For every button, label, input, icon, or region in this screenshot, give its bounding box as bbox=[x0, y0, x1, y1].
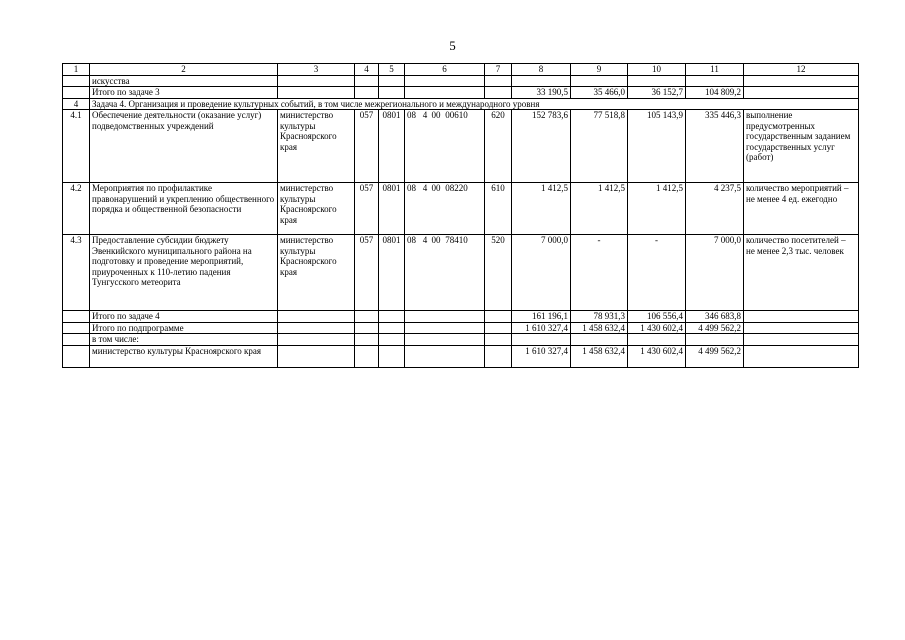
cell-amount-2020: 106 556,4 bbox=[628, 311, 686, 323]
budget-table bbox=[62, 63, 859, 368]
cell bbox=[355, 345, 379, 367]
col-header: 12 bbox=[744, 64, 859, 76]
cell-number: 4.2 bbox=[63, 183, 90, 235]
cell bbox=[379, 311, 405, 323]
cell-description: министерство культуры Красноярского края bbox=[90, 345, 278, 367]
cell bbox=[355, 334, 379, 346]
cell bbox=[379, 345, 405, 367]
cell-grbs: 057 bbox=[355, 235, 379, 311]
table-row bbox=[63, 235, 859, 311]
cell bbox=[744, 87, 859, 99]
cell-amount-2018: 1 610 327,4 bbox=[512, 345, 571, 367]
col-header: 4 bbox=[355, 64, 379, 76]
cell-target-code bbox=[405, 183, 485, 235]
cell-amount-2019: 1 412,5 bbox=[571, 183, 628, 235]
task-heading-row bbox=[63, 98, 859, 110]
cell-amount-total: 335 446,3 bbox=[686, 110, 744, 183]
cell bbox=[63, 75, 90, 87]
cell-number: 4.3 bbox=[63, 235, 90, 311]
code-part: 08 bbox=[407, 110, 416, 120]
cell-ministry: министерство культуры Красноярского края bbox=[278, 183, 355, 235]
cell-description: в том числе: bbox=[90, 334, 278, 346]
cell-amount-2019: 35 466,0 bbox=[571, 87, 628, 99]
subtotal-row bbox=[63, 311, 859, 323]
cell-expense-type: 620 bbox=[485, 110, 512, 183]
cell bbox=[744, 75, 859, 87]
cell bbox=[485, 75, 512, 87]
cell-amount-2018: 1 412,5 bbox=[512, 183, 571, 235]
cell bbox=[512, 334, 571, 346]
cell bbox=[355, 322, 379, 334]
cell bbox=[63, 345, 90, 367]
cell-description: Итого по задаче 4 bbox=[90, 311, 278, 323]
col-header: 5 bbox=[379, 64, 405, 76]
cell bbox=[405, 75, 485, 87]
cell bbox=[379, 322, 405, 334]
col-header: 9 bbox=[571, 64, 628, 76]
cell-amount-2018: 7 000,0 bbox=[512, 235, 571, 311]
cell bbox=[278, 311, 355, 323]
code-part: 08220 bbox=[445, 183, 468, 193]
cell bbox=[744, 311, 859, 323]
col-header: 7 bbox=[485, 64, 512, 76]
cell-number: 4.1 bbox=[63, 110, 90, 183]
cell bbox=[63, 334, 90, 346]
subprogram-total-row bbox=[63, 322, 859, 334]
cell-grbs: 057 bbox=[355, 183, 379, 235]
col-header: 3 bbox=[278, 64, 355, 76]
cell-amount-2020: 1 430 602,4 bbox=[628, 322, 686, 334]
cell-number: 4 bbox=[63, 98, 90, 110]
cell bbox=[628, 75, 686, 87]
cell-description: Мероприятия по профилактике правонарушений и укреплению общественного порядка и общественной безопасности bbox=[90, 183, 278, 235]
cell-amount-2020: 1 430 602,4 bbox=[628, 345, 686, 367]
cell-section: 0801 bbox=[379, 110, 405, 183]
cell-grbs: 057 bbox=[355, 110, 379, 183]
cell bbox=[571, 334, 628, 346]
cell bbox=[379, 334, 405, 346]
cell bbox=[485, 311, 512, 323]
cell bbox=[355, 87, 379, 99]
code-part: 00 bbox=[431, 183, 441, 193]
cell bbox=[744, 334, 859, 346]
table-row bbox=[63, 334, 859, 346]
col-header: 8 bbox=[512, 64, 571, 76]
cell bbox=[686, 334, 744, 346]
cell-description: Итого по задаче 3 bbox=[90, 87, 278, 99]
cell bbox=[278, 75, 355, 87]
cell bbox=[485, 87, 512, 99]
cell-amount-2020: - bbox=[628, 235, 686, 311]
cell bbox=[405, 87, 485, 99]
cell-target-code bbox=[405, 110, 485, 183]
cell-amount-total: 4 237,5 bbox=[686, 183, 744, 235]
cell bbox=[278, 87, 355, 99]
table-row bbox=[63, 110, 859, 183]
cell-amount-2019: 77 518,8 bbox=[571, 110, 628, 183]
cell bbox=[63, 322, 90, 334]
cell-section: 0801 bbox=[379, 235, 405, 311]
cell-amount-2018: 33 190,5 bbox=[512, 87, 571, 99]
code-part: 78410 bbox=[445, 235, 468, 245]
col-header: 2 bbox=[90, 64, 278, 76]
code-part: 00 bbox=[431, 235, 441, 245]
cell-amount-total: 4 499 562,2 bbox=[686, 345, 744, 367]
col-header: 1 bbox=[63, 64, 90, 76]
col-header: 6 bbox=[405, 64, 485, 76]
subtotal-row bbox=[63, 87, 859, 99]
cell-description: Итого по подпрограмме bbox=[90, 322, 278, 334]
table-row bbox=[63, 75, 859, 87]
cell bbox=[744, 322, 859, 334]
cell-result: количество посетителей – не менее 2,3 тыс. человек bbox=[744, 235, 859, 311]
cell bbox=[405, 322, 485, 334]
cell-result: количество мероприятий – не менее 4 ед. ежегодно bbox=[744, 183, 859, 235]
cell bbox=[405, 334, 485, 346]
cell bbox=[379, 75, 405, 87]
cell-result: выполнение предусмотренных государственным заданием государственных услуг (работ) bbox=[744, 110, 859, 183]
code-part: 4 bbox=[422, 235, 428, 245]
cell bbox=[686, 75, 744, 87]
column-number-row bbox=[63, 64, 859, 76]
cell bbox=[355, 311, 379, 323]
cell-amount-2019: - bbox=[571, 235, 628, 311]
cell-ministry: министерство культуры Красноярского края bbox=[278, 235, 355, 311]
col-header: 10 bbox=[628, 64, 686, 76]
cell bbox=[571, 75, 628, 87]
cell-amount-2019: 1 458 632,4 bbox=[571, 345, 628, 367]
cell bbox=[405, 345, 485, 367]
cell-amount-total: 346 683,8 bbox=[686, 311, 744, 323]
code-part: 08 bbox=[407, 183, 416, 193]
code-part: 00610 bbox=[445, 110, 468, 120]
cell-amount-2018: 152 783,6 bbox=[512, 110, 571, 183]
cell-description: Обеспечение деятельности (оказание услуг) подведомственных учреждений bbox=[90, 110, 278, 183]
code-part: 00 bbox=[431, 110, 441, 120]
cell-amount-2018: 161 196,1 bbox=[512, 311, 571, 323]
cell bbox=[485, 322, 512, 334]
cell-amount-2020: 1 412,5 bbox=[628, 183, 686, 235]
cell bbox=[485, 334, 512, 346]
cell bbox=[512, 75, 571, 87]
cell bbox=[744, 345, 859, 367]
cell-description: искусства bbox=[90, 75, 278, 87]
cell bbox=[63, 87, 90, 99]
cell-amount-total: 7 000,0 bbox=[686, 235, 744, 311]
table-row bbox=[63, 183, 859, 235]
cell bbox=[278, 334, 355, 346]
cell bbox=[278, 322, 355, 334]
cell bbox=[405, 311, 485, 323]
cell bbox=[278, 345, 355, 367]
cell-amount-total: 104 809,2 bbox=[686, 87, 744, 99]
cell-amount-2019: 1 458 632,4 bbox=[571, 322, 628, 334]
cell-amount-2020: 36 152,7 bbox=[628, 87, 686, 99]
page-number: 5 bbox=[449, 38, 456, 53]
cell bbox=[63, 311, 90, 323]
cell-amount-2020: 105 143,9 bbox=[628, 110, 686, 183]
code-part: 08 bbox=[407, 235, 416, 245]
code-part: 4 bbox=[422, 183, 428, 193]
cell-amount-2019: 78 931,3 bbox=[571, 311, 628, 323]
col-header: 11 bbox=[686, 64, 744, 76]
cell bbox=[485, 345, 512, 367]
cell-ministry: министерство культуры Красноярского края bbox=[278, 110, 355, 183]
cell bbox=[355, 75, 379, 87]
cell bbox=[379, 87, 405, 99]
task-heading: Задача 4. Организация и проведение культурных событий, в том числе межрегионального и международного уровня bbox=[90, 98, 859, 110]
cell-section: 0801 bbox=[379, 183, 405, 235]
code-part: 4 bbox=[422, 110, 428, 120]
cell-expense-type: 520 bbox=[485, 235, 512, 311]
cell-amount-2018: 1 610 327,4 bbox=[512, 322, 571, 334]
table-row bbox=[63, 345, 859, 367]
cell-target-code bbox=[405, 235, 485, 311]
cell-amount-total: 4 499 562,2 bbox=[686, 322, 744, 334]
cell bbox=[628, 334, 686, 346]
cell-description: Предоставление субсидии бюджету Эвенкийского муниципального района на подготовку и проведение мероприятий, приуроченных к 110-летию падения Тунгусского метеорита bbox=[90, 235, 278, 311]
cell-expense-type: 610 bbox=[485, 183, 512, 235]
